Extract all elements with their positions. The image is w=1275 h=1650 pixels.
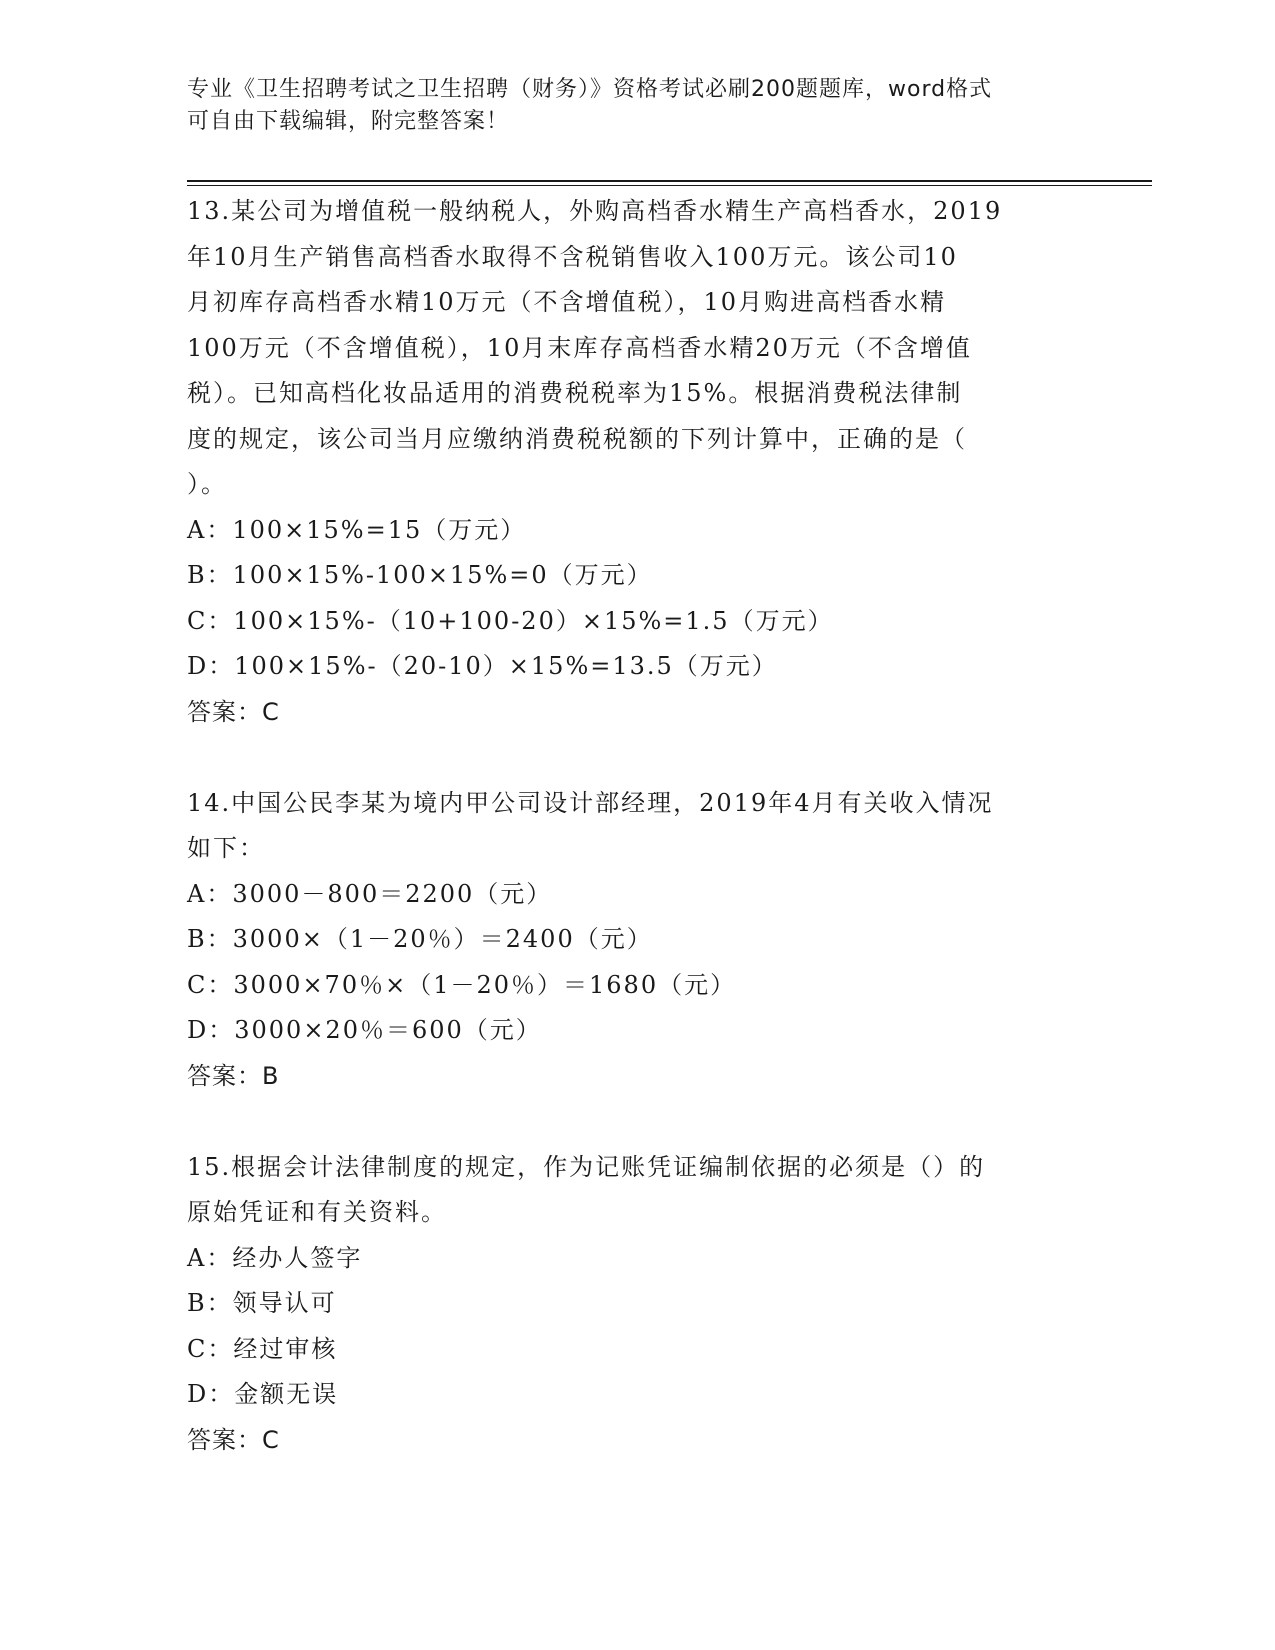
header-title-line-2: 可自由下载编辑，附完整答案！ [187, 109, 510, 134]
question-15 [187, 1145, 1087, 1464]
header-divider-thick [187, 180, 1152, 182]
question-14-option-b: B：3000×（1－20％）＝2400（元） [187, 925, 653, 953]
question-14-option-a: A：3000－800＝2200（元） [187, 879, 553, 908]
question-13-text-line-6: 度的规定，该公司当月应缴纳消费税税额的下列计算中，正确的是（ [187, 424, 967, 453]
question-14-answer: 答案：B [187, 1061, 280, 1090]
question-13-answer: 答案：C [187, 697, 280, 726]
header-divider-thin [187, 185, 1152, 186]
question-15-text-line-1: 15.根据会计法律制度的规定，作为记账凭证编制依据的必须是（）的 [187, 1152, 986, 1181]
question-13-text-line-5: 税）。已知高档化妆品适用的消费税税率为15%。根据消费税法律制 [187, 379, 963, 407]
question-15-option-a: A：经办人签字 [187, 1243, 363, 1272]
question-14 [187, 781, 1087, 1100]
document-header [187, 74, 1067, 138]
question-15-option-c: C：经过审核 [187, 1334, 338, 1363]
question-14-text-line-2: 如下： [187, 834, 265, 862]
question-13-text-line-7: ）。 [187, 470, 227, 498]
question-13-text-line-3: 月初库存高档香水精10万元（不含增值税），10月购进高档香水精 [187, 288, 947, 316]
question-15-answer: 答案：C [187, 1425, 280, 1454]
question-15-text-line-2: 原始凭证和有关资料。 [187, 1198, 447, 1226]
question-13-option-c: C：100×15%-（10+100-20）×15%=1.5（万元） [187, 606, 834, 635]
question-13-option-a: A：100×15%=15（万元） [187, 515, 527, 544]
question-14-option-c: C：3000×70％×（1－20％）＝1680（元） [187, 970, 737, 999]
question-13-option-b: B：100×15%-100×15%=0（万元） [187, 561, 653, 589]
question-15-option-b: B：领导认可 [187, 1289, 337, 1317]
question-13-text-line-2: 年10月生产销售高档香水取得不含税销售收入100万元。该公司10 [187, 242, 958, 271]
question-list [187, 189, 1087, 1463]
header-title-line-1: 专业《卫生招聘考试之卫生招聘（财务）》资格考试必刷200题题库，word格式 [187, 77, 993, 102]
question-15-option-d: D：金额无误 [187, 1380, 339, 1408]
question-spacer [187, 1099, 1087, 1145]
question-13-text-line-4: 100万元（不含增值税），10月末库存高档香水精20万元（不含增值 [187, 333, 972, 362]
question-spacer [187, 735, 1087, 781]
question-13-text-line-1: 13.某公司为增值税一般纳税人，外购高档香水精生产高档香水，2019 [187, 197, 1003, 225]
question-14-option-d: D：3000×20％＝600（元） [187, 1016, 542, 1044]
question-13-option-d: D：100×15%-（20-10）×15%=13.5（万元） [187, 652, 778, 680]
question-13 [187, 189, 1087, 735]
question-14-text-line-1: 14.中国公民李某为境内甲公司设计部经理，2019年4月有关收入情况 [187, 788, 994, 817]
